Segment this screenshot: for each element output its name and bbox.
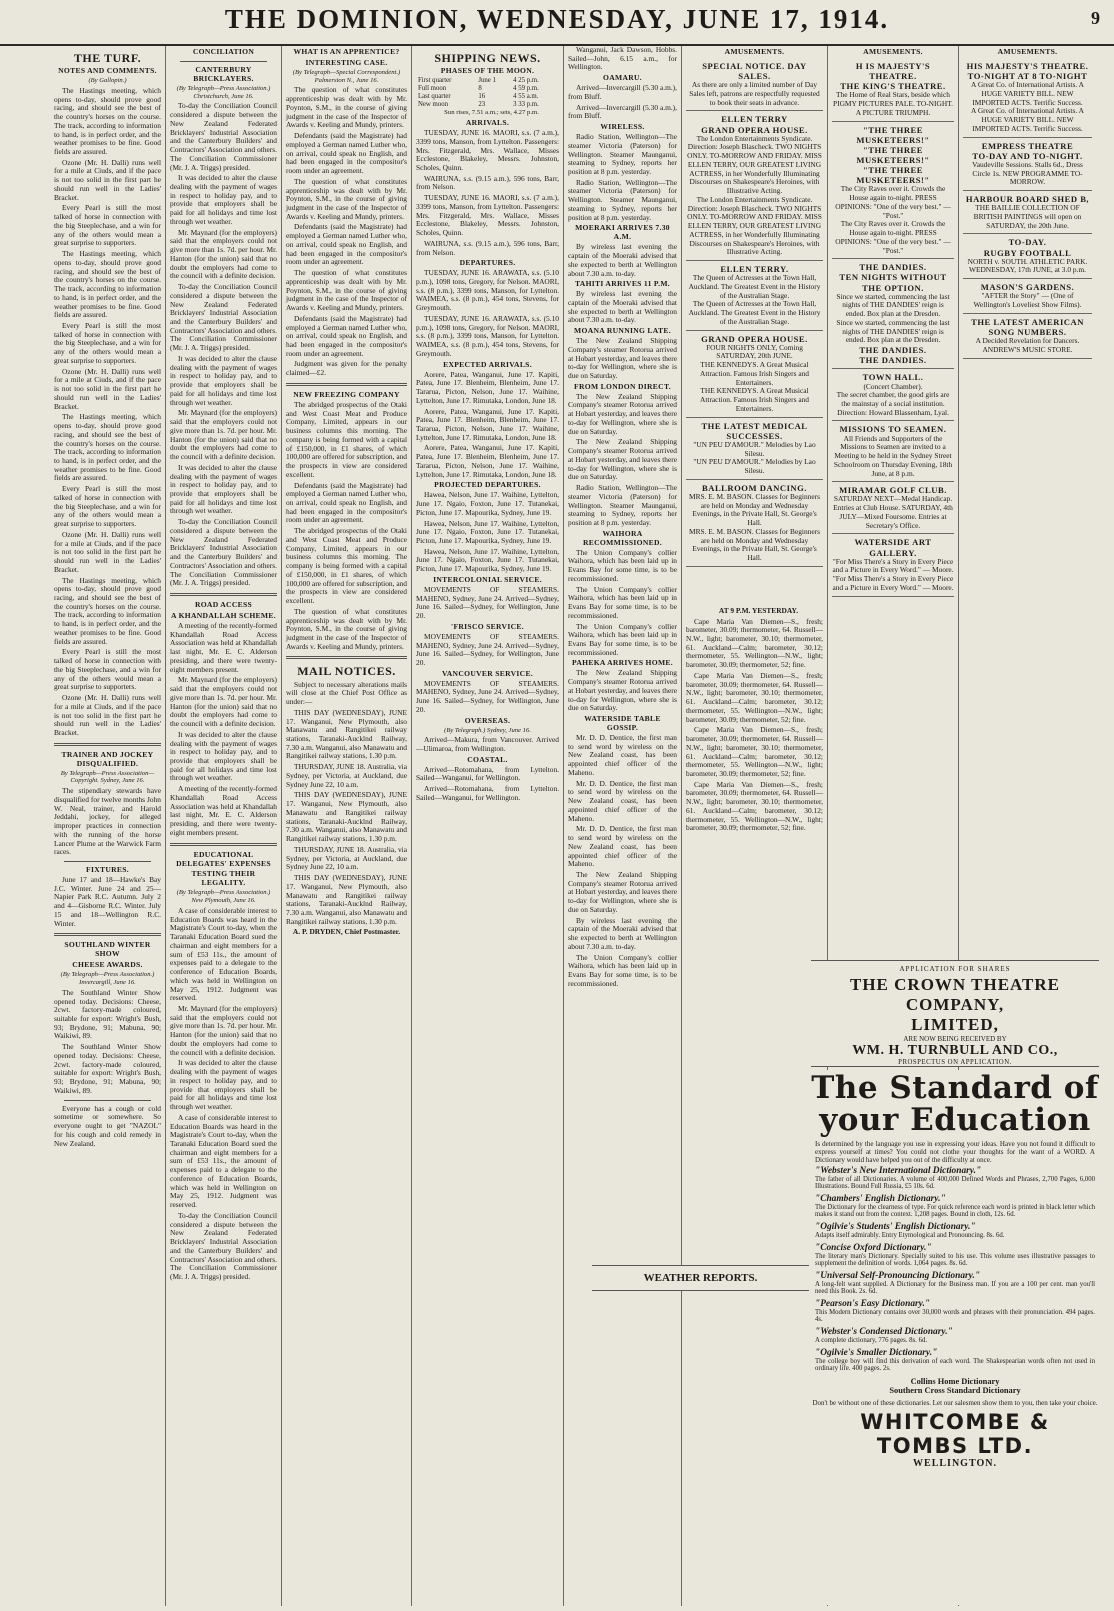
article-paragraph: Everyone has a cough or cold sometime or somewhere. So everyone ought to get "NAZOL" for his cough and cold remedy in New Zealand. — [54, 1103, 161, 1148]
article-paragraph: Defendants (said the Magistrate) had employed a German named Luther who, on arrival, could speak no English, and had been engaged in the compositor's room under an agreement. — [286, 222, 407, 267]
sub-heading: CANTERBURY BRICKLAYERS. — [193, 64, 254, 83]
article-paragraph: The question of what constitutes apprenticeship was dealt with by Mr. Poynton, S.M., in the course of giving judgment in the case of the Inspector of Awards v. Keeling and Mundy, printers. — [286, 268, 407, 313]
list-item: "Chambers' English Dictionary." The Dictionary for the clearness of type. For quick reference each word is printed in black letter which makes it stand out from the context. 1,208 pages. Bound in cloth, 12s. 6d. — [815, 1194, 1095, 1219]
article-paragraph: The New Zealand Shipping Company's steamer Rotorua arrived at Hobart yesterday, and leaves there to-day for Wellington, where she is due on Saturday. — [568, 391, 677, 436]
list-item: "Pearson's Easy Dictionary." This Modern Dictionary contains over 30,000 words and phrases with their pronunciation. 494 pages. 4s. — [815, 1299, 1095, 1324]
divider — [170, 843, 277, 846]
article-paragraph: The abridged prospectus of the Otaki and West Coast Meat and Produce Company, Limited, appears in our business columns this morning. The company is being formed with a capital of £150,000, in £1 shares, of which 100,000 are offered for subscription, and the prospects in view are considered excellent. — [286, 399, 407, 479]
sub-heading: SOUTHLAND WINTER SHOW — [64, 940, 151, 959]
section-heading: AMUSEMENTS. — [863, 47, 923, 56]
sub-heading: 'FRISCO SERVICE. — [451, 621, 524, 631]
article-paragraph: By wireless last evening the captain of the Moeraki advised that she expected to berth at Wellington about 7.30 a.m. to-day. — [568, 289, 677, 325]
article-paragraph: The Southland Winter Show opened today. Decisions: Cheese, 2cwt. factory-made coloured, suitable for export: Wright's Bush, 93; Brydone, 91; Mabuna, 90; Waikiwi, 89. — [54, 1042, 161, 1095]
article-paragraph: WAIRUNA, s.s. (9.15 a.m.), 596 tons, Barr, from Nelson. — [416, 173, 559, 192]
column-turf — [50, 46, 166, 1606]
advertisement: THE LATEST AMERICAN SONG NUMBERS. A Decided Revelation for Dancers. ANDREW'S MUSIC STORE. — [963, 314, 1092, 359]
collins-home: Collins Home Dictionary — [910, 1377, 1000, 1387]
sub-heading: VANCOUVER SERVICE. — [441, 668, 534, 678]
article-paragraph: It was decided to alter the clause dealing with the payment of wages in respect to holiday pay, and to provide that employers shall be paid for all holidays and time lost through wet weather. — [170, 1058, 277, 1112]
article-paragraph: To-day the Conciliation Council considered a dispute between the New Zealand Federated Bricklayers' Industrial Association and the Canterbury Builders' and Contractors' Association and others. The Conciliation Commissioner (Mr. J. A. Triggs) presided. — [170, 1210, 277, 1282]
article-paragraph: A case of considerable interest to Education Boards was heard in the Magistrate's Court to-day, when the Taranaki Education Board sued the chairman and eight members for a sum of £53 11s., the amount of expenses paid to a delegate to the conference of Education Boards, which was held in Wellington on May 25, 1912. Judgment was reserved. — [170, 905, 277, 1003]
byline: By Telegraph—Press Association—Copyright. Sydney, June 16. — [60, 769, 155, 785]
article-paragraph: TUESDAY, JUNE 16. MAORI, s.s. (7 a.m.), 3399 tons, Manson, from Lyttelton. Passengers: Mrs. Fitzgerald, Mrs. Wallace, Misses Ecclestone, Blakeley, Messrs. Johnston, Scholes, Quinn. — [416, 193, 559, 238]
advertisement: TOWN HALL. (Concert Chamber). The secret chamber, the good girls are the mainstay of a social institution. Direction: Howard Blassenham, Lyal. — [832, 369, 954, 421]
article-paragraph: WAIRUNA, s.s. (9.15 a.m.), 596 tons, Barr, from Nelson. — [416, 238, 559, 257]
page-number: 9 — [1091, 8, 1100, 28]
sub-heading: EXPECTED ARRIVALS. — [443, 359, 532, 369]
article-paragraph: Mr. D. D. Dentice, the first man to send word by wireless on the New Zealand coast, has been appointed chief officer of the Maheno. — [568, 824, 677, 869]
advertisement: SPECIAL NOTICE. DAY SALES. As there are only a limited number of Day Sales left, patrons are respectfully requested to book their seats in advance. — [686, 58, 823, 111]
article-paragraph: The Southland Winter Show opened today. Decisions: Cheese, 2cwt. factory-made coloured, suitable for export: Wright's Bush, 93; Brydone, 91; Mabuna, 90; Waikiwi, 89. — [54, 987, 161, 1041]
sub-heading: WAIHORA RECOMMISSIONED. — [583, 528, 662, 547]
weather-report: Cape Maria Van Diemen—S., fresh; barometer, 30.09; thermometer, 64. Russell—N.W., light; barometer, 30.10; thermometer, 61. Auckland—Calm; barometer, 30.12; thermometer, 55. Wellington—N.W., light; barometer, 30.09; thermometer, 52; fine. — [686, 616, 823, 670]
sub-heading: ARRIVALS. — [465, 118, 510, 128]
section-heading: MAIL NOTICES. — [297, 664, 396, 679]
article-paragraph: Ozone (Mr. H. Dalli) runs well for a mile at Ciuds, and if the pace is not too solid in the first part he should run well in the Ladies' Bracket. — [54, 693, 161, 738]
article-paragraph: Every Pearl is still the most talked of horse in connection with the big Steeplechase, and a win for any of the others would mean a great surprise to supporters. — [54, 320, 161, 365]
article-paragraph: THURSDAY, JUNE 18. Australia, via Sydney, per Victoria, at Auckland, due Sydney June 22, 10 a.m. — [286, 762, 407, 789]
article-paragraph: It was decided to alter the clause dealing with the payment of wages in respect to holiday pay, and to provide that employers shall be paid for all holidays and time lost through wet weather. — [170, 729, 277, 783]
ad-city: WELLINGTON. — [913, 1458, 997, 1470]
article-paragraph: The Hastings meeting, which opens to-day, should prove good racing, and should see the best of the country's horses on the course. The track, according to information to hand, is in perfect order, and the weather promises to be fine. Good fields are assured. — [54, 412, 161, 483]
article-paragraph: Hawea, Nelson, June 17. Waihine, Lyttelton, June 17. Ngaio, Foxton, June 17. Tutanekai, Picton, June 17. Mapourika, Sydney, June 19. — [416, 546, 559, 574]
advertisement: ELLEN TERRY. The Queen of Actresses at the Town Hall, Auckland. The Greatest Event in the History of the Australian Stage. The Queen of Actresses at the Town Hall, Auckland. The Greatest Event in the History of the Australian Stage. — [686, 261, 823, 331]
newspaper-title: THE DOMINION, WEDNESDAY, JUNE 17, 1914. — [224, 4, 890, 34]
article-paragraph: Every Pearl is still the most talked of horse in connection with the big Steeplechase, and a win for any of the others would mean a great surprise to supporters. — [54, 203, 161, 248]
divider — [64, 1100, 151, 1101]
list-item: "Universal Self-Pronouncing Dictionary." A long-felt want supplied. A Dictionary for the Business man. If you are a 100 per cent. man you'll need this Book. 2s. 6d. — [815, 1271, 1095, 1296]
table-row: First quarter June 1 4 25 p.m. — [418, 77, 539, 85]
column-shipping — [412, 46, 564, 1606]
article-paragraph: Aorere, Patea, Wanganui, June 17. Kapiti, Patea, June 17. Blenheim, Blenheim, June 17. Tararua, Picton, Nelson, June 17. Waihine, Lyttelton, June 17. Rimutaka, London, June 18. — [416, 369, 559, 405]
article-paragraph: The Union Company's collier Waihora, which has been laid up in Evans Bay for some time, is to be recommissioned. — [568, 584, 677, 620]
sub-heading: PROJECTED DEPARTURES. — [434, 480, 541, 490]
section-heading: AMUSEMENTS. — [997, 47, 1058, 56]
article-paragraph: THIS DAY (WEDNESDAY), JUNE 17. Wanganui, New Plymouth, also Manawatu and Rangitikei railway stations, Taranaki-Aucklnd Railway, 7.30 a.m. Wanganui, also Manawatu and Rangitikei railway stations, 1.30 p.m. — [286, 873, 407, 926]
sub-heading: FROM LONDON DIRECT. — [574, 381, 671, 391]
article-paragraph: The question of what constitutes apprenticeship was dealt with by Mr. Poynton, S.M., in the course of giving judgment in the case of the Inspector of Awards v. Keeling and Mundy, printers. — [286, 85, 407, 130]
article-paragraph: It was decided to alter the clause dealing with the payment of wages in respect to holiday pay, and to provide that employers shall be paid for all holidays and time lost through wet weather. — [170, 353, 277, 407]
ad-intro: Is determined by the language you use in expressing your ideas. Have you not found it difficult to express yourself at times? You could not clothe your thoughts for the want of a WORD. A Dictionary would have helped you out of the difficulty at once. — [815, 1140, 1095, 1165]
article-paragraph: By wireless last evening the captain of the Moeraki advised that she expected to berth at Wellington about 7.30 a.m. to-day. — [568, 242, 677, 278]
article-paragraph: Ozone (Mr. H. Dalli) runs well for a mile at Ciuds, and if the pace is not too solid in the first part he should run well in the Ladies' Bracket. — [54, 366, 161, 411]
list-item: "Concise Oxford Dictionary." The literary man's Dictionary. Specially suited to his use. This volume uses illustrative passages to supplement the definition of words. 1,064 pages. 8s. 6d. — [815, 1243, 1095, 1268]
sub-heading: TAHITI ARRIVES 11 P.M. — [574, 279, 670, 289]
list-item: "Webster's Condensed Dictionary." A complete dictionary, 776 pages. 8s. 6d. — [815, 1327, 953, 1345]
sub-heading: PHASES OF THE MOON. — [440, 66, 535, 76]
byline: (By Telegraph—Press Association.) Invercargill, June 16. — [60, 971, 155, 987]
divider — [286, 383, 407, 386]
section-heading: THE TURF. — [73, 51, 142, 65]
advertisement: MIRAMAR GOLF CLUB. SATURDAY NEXT—Medal Handicap. Entries at Club House. SATURDAY, 4th JULY—Mixed Foursome. Entries at Secretary's Office. — [832, 482, 954, 534]
divider — [54, 933, 161, 936]
article-paragraph: Wanganui, Jack Dawson, Hobbs. Sailed—John, 6.15 a.m., for Wellington. — [568, 46, 677, 72]
section-heading: SHIPPING NEWS. — [434, 51, 541, 65]
advertisement: WATERSIDE ART GALLERY. "For Miss There's a Story in Every Piece and a Picture in Every Word." — Moore. "For Miss There's a Story in Every Piece and a Picture in Every Word." — Moore. — [832, 534, 954, 596]
list-item: "Ogilvie's Students' English Dictionary." Adapts itself admirably. Entry Etymological and Pronouncing. 8s. 6d. — [815, 1222, 1005, 1240]
article-paragraph: The abridged prospectus of the Otaki and West Coast Meat and Produce Company, Limited, appears in our business columns this morning. The company is being formed with a capital of £150,000, in £1 shares, of which 100,000 are offered for subscription, and the prospects in view are considered excellent. — [286, 526, 407, 606]
article-paragraph: June 17 and 18—Hawke's Bay J.C. Winter. June 24 and 25—Napier Park R.C. Autumn. July 2 and 4—Gisborne R.C. Winter. July 15 and 18—Wellington R.C. Winter. — [54, 875, 161, 928]
sub-heading: EDUCATIONAL DELEGATES' EXPENSES — [176, 849, 271, 868]
table-row: New moon 23 3 33 p.m. — [418, 101, 539, 109]
signature: A. P. DRYDEN, Chief Postmaster. — [292, 927, 401, 937]
article-paragraph: Mr. Maynard (for the employers) said that the employers could not give more than 1s. 7d. per hour. Mr. Hanton (for the union) said that no doubt the employers had come to the council with a definite decision. — [170, 675, 277, 729]
article-paragraph: To-day the Conciliation Council considered a dispute between the New Zealand Federated Bricklayers' Industrial Association and the Canterbury Builders' and Contractors' Association and others. The Conciliation Commissioner (Mr. J. A. Triggs) presided. — [170, 282, 277, 353]
article-paragraph: Arrived—Invercargill (5.30 a.m.), from Bluff. — [568, 102, 677, 121]
article-paragraph: A meeting of the recently-formed Khandallah Road Access Association was held at Khandallah last night, Mr. E. C. Alderson presiding, and there were twenty-eight members present. — [170, 620, 277, 674]
sub-heading: TRAINER AND JOCKEY DISQUALIFIED. — [61, 749, 154, 768]
section-heading: AMUSEMENTS. — [724, 47, 785, 56]
article-paragraph: Defendants (said the Magistrate) had employed a German named Luther who, on arrival, could speak no English, and had been engaged in the compositor's room under an agreement. — [286, 480, 407, 525]
article-paragraph: To-day the Conciliation Council considered a dispute between the New Zealand Federated Bricklayers' Industrial Association and the Canterbury Builders' and Contractors' Association and others. The Conciliation Commissioner (Mr. J. A. Triggs) presided. — [170, 517, 277, 588]
column-shipping-cont — [564, 46, 682, 1606]
article-paragraph: Subject to necessary alterations mails will close at the Chief Post Office as under:— — [286, 679, 407, 707]
article-paragraph: A case of considerable interest to Education Boards was heard in the Magistrate's Court to-day, when the Taranaki Education Board sued the chairman and eight members for a sum of £53 11s., the amount of expenses paid to a delegate to the conference of Education Boards, which was held in Wellington on May 25, 1912. Judgment was reserved. — [170, 1112, 277, 1210]
weather-heading: WEATHER REPORTS. — [592, 1265, 809, 1291]
article-paragraph: Mr. Maynard (for the employers) said that the employers could not give more than 1s. 7d. per hour. Mr. Hanton (for the union) said that no doubt the employers had come to the council with a definite decision. — [170, 408, 277, 462]
section-heading: CONCILIATION — [192, 47, 255, 56]
article-paragraph: To-day the Conciliation Council considered a dispute between the New Zealand Federated Bricklayers' Industrial Association and the Canterbury Builders' and Contractors' Association and others. The Conciliation Commissioner (Mr. J. A. Triggs) presided. — [170, 101, 277, 172]
crown-theatre-advertisement: APPLICATION FOR SHARES THE CROWN THEATRE COMPANY, LIMITED, ARE NOW BEING RECEIVED BY WM. H. TURNBULL AND CO., PROSPECTUS ON APPLICATION. — [811, 960, 1099, 1067]
article-paragraph: The stipendiary stewards have disqualified for twelve months John W. Neal, trainer, and Harold Jeddahi, jockey, for alleged improper practices in connection with the running of the horse Lancer Plume at the Warwick Farm races. — [54, 786, 161, 857]
divider — [286, 656, 407, 659]
article-paragraph: Every Pearl is still the most talked of horse in connection with the big Steeplechase, and a win for any of the others would mean a great surprise to supporters. — [54, 647, 161, 692]
list-item: "Ogilvie's Smaller Dictionary." The college boy will find this derivation of each word. The Shakespearian words often not used in ordinary life. 400 pages. 2s. — [815, 1348, 1095, 1373]
article-paragraph: Arrived—Rotomahana, from Lyttelton. Sailed—Wanganui, for Wellington. — [416, 764, 559, 783]
article-paragraph: Radio Station, Wellington—The steamer Victoria (Paterson) for Wellington. Steamer Maunganui, steaming to Sydney, reports her position at 8 p.m. yesterday. — [568, 132, 677, 176]
weather-time: AT 9 P.M. YESTERDAY. — [718, 605, 799, 615]
article-paragraph: The New Zealand Shipping Company's steamer Rotorua arrived at Hobart yesterday, and leaves there to-day for Wellington, where she is due on Saturday. — [568, 336, 677, 381]
sun-times: Sun rises, 7.51 a.m.; sets, 4.27 p.m. — [444, 109, 539, 117]
sub-heading: MOERAKI ARRIVES 7.30 A.M. — [575, 223, 670, 242]
article-paragraph: TUESDAY, JUNE 16. ARAWATA, s.s. (5.10 p.m.), 1098 tons, Gregory, for Nelson. MAORI, s.s. (8 p.m.), 3399 tons, Manson, for Lyttelton. WAIMEA, s.s. (8 p.m.), 454 tons, Stevens, for Greymouth. — [416, 313, 559, 358]
advertisement: BALLROOM DANCING. MRS. E. M. BASON. Classes for Beginners are held on Monday and Wednesday Evenings, in the Private Hall, St. George's Hall. MRS. E. M. BASON. Classes for Beginners are held on Monday and Wednesday Evenings, in the Private Hall, St. George's Hall. — [686, 480, 823, 567]
advertisement: "THE THREE MUSKETEERS!" "THE THREE MUSKETEERS!" "THE THREE MUSKETEERS!" The City Raves over it. Crowds the House again to-night. PRESS OPINIONS: "One of the very best." — "Post." The City Raves over it. Crowds the House again to-night. PRESS OPINIONS: "One of the very best." — "Post." — [832, 122, 954, 260]
advertisement: EMPRESS THEATRE TO-DAY AND TO-NIGHT. Vaudeville Sessions. Stalls 6d., Dress Circle 1s. NEW PROGRAMME TO-MORROW. — [963, 138, 1092, 191]
column-apprentice — [282, 46, 412, 1606]
byline: (By Telegraph—Special Correspondent.) Palmerston N., June 16. — [292, 68, 401, 84]
advertisement: THE LATEST MEDICAL SUCCESSES. "UN PEU D'AMOUR." Melodies by Lao Silesu. "UN PEU D'AMOUR." Melodies by Lao Silesu. — [686, 418, 823, 480]
table-row: Full moon 8 4 59 p.m. — [418, 85, 539, 93]
byline: (By Telegraph.) Sydney, June 16. — [444, 726, 531, 734]
article-paragraph: Aorere, Patea, Wanganui, June 17. Kapiti, Patea, June 17. Blenheim, Blenheim, June 17. Tararua, Picton, Nelson, June 17. Waihine, Lyttelton, June 17. Rimutaka, London, June 18. — [416, 406, 559, 442]
article-paragraph: By wireless last evening the captain of the Moeraki advised that she expected to berth at Wellington about 7.30 a.m. to-day. — [568, 915, 677, 951]
table-row: Last quarter 16 4 55 a.m. — [418, 93, 539, 101]
article-paragraph: The Hastings meeting, which opens to-day, should prove good racing, and should see the best of the country's horses on the course. The track, according to information to hand, is in perfect order, and the weather promises to be fine. Good fields are assured. — [54, 85, 161, 157]
article-paragraph: THURSDAY, JUNE 18. Australia, via Sydney, per Victoria, at Auckland, due Sydney June 22, 10 a.m. — [286, 844, 407, 872]
article-paragraph: The Union Company's collier Waihora, which has been laid up in Evans Bay for some time, is to be recommissioned. — [568, 952, 677, 988]
article-paragraph: Arrived—Makura, from Vancouver. Arrived—Ulimaroa, from Wellington. — [416, 735, 559, 754]
article-paragraph: THIS DAY (WEDNESDAY), JUNE 17. Wanganui, New Plymouth, also Manawatu and Rangitikei railway stations, Taranaki-Aucklnd Railway, 7.30 a.m. Wanganui, also Manawatu and Rangitikei railway stations, 1.30 p.m. — [286, 790, 407, 844]
article-paragraph: TUESDAY, JUNE 16. MAORI, s.s. (7 a.m.), 3399 tons, Manson, from Lyttelton. Passengers: Mrs. Fitzgerald, Mrs. Wallace, Misses Ecclestone, Blakeley, Messrs. Johnston, Scholes, Quinn. — [416, 128, 559, 172]
sub-heading: INTERESTING CASE. — [305, 57, 388, 67]
sub-heading: OAMARU. — [602, 73, 642, 83]
advertisement: HARBOUR BOARD SHED B, THE BAILLIE COLLECTION OF BRITISH PAINTINGS will open on SATURDAY, the 20th June. — [963, 191, 1092, 234]
article-paragraph: Defendants (said the Magistrate) had employed a German named Luther who, on arrival, could speak no English, and had been engaged in the compositor's room under an agreement. — [286, 131, 407, 176]
sub-heading: COASTAL. — [467, 754, 508, 764]
sub-heading: NOTES AND COMMENTS. — [58, 66, 157, 76]
list-item: "Webster's New International Dictionary." The father of all Dictionaries. A volume of 400,000 Defined Words and Phrases, 2,700 Pages, 6,000 Illustrations. Bound Full Russia, £5 10s. 6d. — [815, 1166, 1095, 1191]
article-paragraph: Every Pearl is still the most talked of horse in connection with the big Steeplechase, and a win for any of the others would mean a great surprise to supporters. — [54, 484, 161, 529]
article-paragraph: Judgment was given for the penalty claimed—£2. — [286, 359, 407, 378]
masthead — [0, 0, 1114, 46]
article-paragraph: Arrived—Invercargill (5.30 a.m.), from Bluff. — [568, 83, 677, 101]
advertisement: TO-DAY. RUGBY FOOTBALL NORTH v. SOUTH. ATHLETIC PARK. WEDNESDAY, 17th JUNE, at 3.0 p.m. — [963, 234, 1092, 279]
moon-phase-table — [416, 77, 559, 109]
article-paragraph: The question of what constitutes apprenticeship was dealt with by Mr. Poynton, S.M., in the course of giving judgment in the case of the Inspector of Awards v. Keeling and Mundy, printers. — [286, 176, 407, 221]
article-paragraph: TUESDAY, JUNE 16. ARAWATA, s.s. (5.10 p.m.), 1098 tons, Gregory, for Nelson. MAORI, s.s. (8 p.m.), 3399 tons, Manson, for Lyttelton. WAIMEA, s.s. (8 p.m.), 454 tons, Stevens, for Greymouth. — [416, 268, 559, 313]
sub-heading: ROAD ACCESS — [194, 600, 253, 610]
column-amusements-1 — [682, 46, 828, 1606]
weather-report: Cape Maria Van Diemen—S., fresh; barometer, 30.09; thermometer, 64. Russell—N.W., light; barometer, 30.10; thermometer, 61. Auckland—Calm; barometer, 30.12; thermometer, 55. Wellington—N.W., light; barometer, 30.09; thermometer, 52; fine. — [686, 725, 823, 779]
article-paragraph: Hawea, Nelson, June 17. Waihine, Lyttelton, June 17. Ngaio, Foxton, June 17. Tutanekai, Picton, June 17. Mapourika, Sydney, June 19. — [416, 490, 559, 517]
article-paragraph: A meeting of the recently-formed Khandallah Road Access Association was held at Khandallah last night, Mr. E. C. Alderson presiding, and there were twenty-eight members present. — [170, 784, 277, 837]
byline: (By Telegraph—Press Association.) Christchurch, June 16. — [176, 84, 271, 100]
advertisement: GRAND OPERA HOUSE. FOUR NIGHTS ONLY, Coming SATURDAY, 20th JUNE. THE KENNEDYS. A Great Musical Attraction. Famous Irish Singers and Entertainers. THE KENNEDYS. A Great Musical Attraction. Famous Irish Singers and Entertainers. — [686, 331, 823, 418]
article-paragraph: The Hastings meeting, which opens to-day, should prove good racing, and should see the best of the country's horses on the course. The track, according to information to hand, is in perfect order, and the weather promises to be fine. Good fields are assured. — [54, 575, 161, 646]
article-paragraph: The Hastings meeting, which opens to-day, should prove good racing, and should see the best of the country's horses on the course. The track, according to information to hand, is in perfect order, and the weather promises to be fine. Good fields are assured. — [54, 249, 161, 320]
advertisement: MISSIONS TO SEAMEN. All Friends and Supporters of the Missions to Seamen are invited to a Meeting to be held in the Sydney Street Schoolroom on Thursday Evening, 18th June, at 8 p.m. — [832, 421, 954, 482]
article-paragraph: Mr. Maynard (for the employers) said that the employers could not give more than 1s. 7d. per hour. Mr. Hanton (for the union) said that no doubt the employers had come to the council with a definite decision. — [170, 227, 277, 281]
article-paragraph: Radio Station, Wellington—The steamer Victoria (Paterson) for Wellington. Steamer Maunganui, steaming to Sydney, reports her position at 8 p.m. yesterday. — [568, 177, 677, 222]
weather-report: Cape Maria Van Diemen—S., fresh; barometer, 30.09; thermometer, 64. Russell—N.W., light; barometer, 30.10; thermometer, 61. Auckland—Calm; barometer, 30.12; thermometer, 55. Wellington—N.W., light; barometer, 30.09; thermometer, 52; fine. — [686, 670, 823, 724]
sub-heading: INTERCOLONIAL SERVICE. — [433, 574, 542, 584]
weather-report: Cape Maria Van Diemen—S., fresh; barometer, 30.09; thermometer, 64. Russell—N.W., light; barometer, 30.10; thermometer, 61. Auckland—Calm; barometer, 30.12; thermometer, 55. Wellington—N.W., light; barometer, 30.09; thermometer, 52; fine. — [686, 779, 823, 833]
advertisement: MASON'S GARDENS. "AFTER the Story" — (One of Wellington's Loveliest Show Films). — [963, 279, 1092, 314]
ad-fine-print: Don't be without one of these dictionaries. Let our salesmen show them to you, then take your choice. — [812, 1399, 1098, 1408]
sub-heading: WATERSIDE TABLE GOSSIP. — [584, 714, 661, 733]
article-paragraph: MOVEMENTS OF STEAMERS. MAHENO, Sydney, June 24. Arrived—Sydney, June 16. Sailed—Sydney, for Wellington, June 20. — [416, 584, 559, 621]
divider — [180, 61, 267, 62]
article-paragraph: Defendants (said the Magistrate) had employed a German named Luther who, on arrival, could speak no English, and had been engaged in the compositor's room under an agreement. — [286, 313, 407, 358]
sub-heading: OVERSEAS. — [464, 715, 511, 725]
article-paragraph: Aorere, Patea, Wanganui, June 17. Kapiti, Patea, June 17. Blenheim, Blenheim, June 17. Tararua, Picton, Nelson, June 17. Waihine, Lyttelton, June 17. Rimutaka, London, June 18. — [416, 443, 559, 479]
article-paragraph: Mr. Maynard (for the employers) said that the employers could not give more than 1s. 7d. per hour. Mr. Hanton (for the union) said that no doubt the employers had come to the council with a definite decision. — [170, 1004, 277, 1057]
article-paragraph: The question of what constitutes apprenticeship was dealt with by Mr. Poynton, S.M., in the course of giving judgment in the case of the Inspector of Awards v. Keeling and Mundy, printers. — [286, 606, 407, 651]
article-paragraph: Ozone (Mr. H. Dalli) runs well for a mile at Ciuds, and if the pace is not too solid in the first part he should run well in the Ladies' Bracket. — [54, 157, 161, 202]
sub-heading: MOANA RUNNING LATE. — [574, 326, 671, 336]
divider — [170, 593, 277, 596]
article-paragraph: The Union Company's collier Waihora, which has been laid up in Evans Bay for some time, is to be recommissioned. — [568, 547, 677, 583]
sub-heading: FIXTURES. — [86, 865, 129, 875]
ad-headline: The Standard of your Education — [811, 1070, 1099, 1138]
advertisement: HIS MAJESTY'S THEATRE. TO-NIGHT AT 8 TO-NIGHT A Great Co. of International Artists. A HUGE VARIETY BILL. NEW IMPORTED ACTS. Terrific Success. A Great Co. of International Artists. A HUGE VARIETY BILL. NEW IMPORTED ACTS. Terrific Success. — [963, 58, 1092, 138]
advertisement: THE DANDIES. TEN NIGHTS WITHOUT THE OPTION. Since we started, commencing the last nights of THE DANDIES' reign is ended. Box plan at the Dresden. Since we started, commencing the last nights of THE DANDIES' reign is ended. Box plan at the Dresden. THE DANDIES. THE DANDIES. — [832, 259, 954, 369]
article-paragraph: THIS DAY (WEDNESDAY), JUNE 17. Wanganui, New Plymouth, also Manawatu and Rangitikei railway stations, Taranaki-Aucklnd Railway, 7.30 a.m. Wanganui, also Manawatu and Rangitikei railway stations, 1.30 p.m. — [286, 707, 407, 761]
collins-southern-cross: Southern Cross Standard Dictionary — [889, 1386, 1021, 1396]
sub-heading: DEPARTURES. — [459, 258, 516, 268]
article-paragraph: MOVEMENTS OF STEAMERS. MAHENO, Sydney, June 24. Arrived—Sydney, June 16. Sailed—Sydney, for Wellington, June 20. — [416, 631, 559, 667]
sub-heading: CHEESE AWARDS. — [72, 960, 143, 970]
article-paragraph: Radio Station, Wellington—The steamer Victoria (Paterson) for Wellington. Steamer Maunganui, steaming to Sydney, reports her position at 8 p.m. yesterday. — [568, 483, 677, 527]
article-paragraph: Mr. D. D. Dentice, the first man to send word by wireless on the New Zealand coast, has been appointed chief officer of the Maheno. — [568, 778, 677, 823]
sub-heading: A KHANDALLAH SCHEME. — [171, 611, 276, 620]
dictionary-advertisement — [811, 1070, 1099, 1605]
byline: (By Gallopin.) — [88, 77, 127, 85]
byline: (By Telegraph—Press Association.) New Plymouth, June 16. — [176, 889, 271, 905]
sub-heading: WIRELESS. — [600, 122, 645, 132]
spacer — [686, 567, 823, 607]
column-conciliation — [166, 46, 282, 1606]
article-paragraph: Mr. D. D. Dentice, the first man to send word by wireless on the New Zealand coast, has been appointed chief officer of the Maheno. — [568, 732, 677, 777]
divider — [54, 743, 161, 746]
divider — [64, 861, 151, 862]
article-paragraph: Arrived—Rotomahana, from Lyttelton. Sailed—Wanganui, for Wellington. — [416, 784, 559, 802]
article-paragraph: Hawea, Nelson, June 17. Waihine, Lyttelton, June 17. Ngaio, Foxton, June 17. Tutanekai, Picton, June 17. Mapourika, Sydney, June 19. — [416, 518, 559, 545]
sub-heading: PAHEKA ARRIVES HOME. — [571, 658, 673, 668]
whitcombe-tombs-logo: WHITCOMBE & TOMBS LTD. — [860, 1410, 1050, 1459]
advertisement: ELLEN TERRY GRAND OPERA HOUSE. The London Entertainments Syndicate. Direction: Joseph Blascheck. TWO NIGHTS ONLY. TO-MORROW AND FRIDAY. MISS ELLEN TERRY, OUR GREATEST LIVING ACTRESS, in her Wonderfully Illuminating Discourses on Shakespeare's Heroines, with Illustrative Acting. The London Entertainments Syndicate. Direction: Joseph Blascheck. TWO NIGHTS ONLY. TO-MORROW AND FRIDAY. MISS ELLEN TERRY, OUR GREATEST LIVING ACTRESS, in her Wonderfully Illuminating Discourses on Shakespeare's Heroines, with Illustrative Acting. — [686, 111, 823, 261]
article-paragraph: Ozone (Mr. H. Dalli) runs well for a mile at Ciuds, and if the pace is not too solid in the first part he should run well in the Ladies' Bracket. — [54, 529, 161, 574]
article-paragraph: The New Zealand Shipping Company's steamer Rotorua arrived at Hobart yesterday, and leaves there to-day for Wellington, where she is due on Saturday. — [568, 869, 677, 914]
article-paragraph: MOVEMENTS OF STEAMERS. MAHENO, Sydney, June 24. Arrived—Sydney, June 16. Sailed—Sydney, for Wellington, June 20. — [416, 678, 559, 714]
article-paragraph: The New Zealand Shipping Company's steamer Rotorua arrived at Hobart yesterday, and leaves there to-day for Wellington, where she is due on Saturday. — [568, 437, 677, 482]
article-paragraph: It was decided to alter the clause dealing with the payment of wages in respect to holiday pay, and to provide that employers shall be paid for all holidays and time lost through wet weather. — [170, 173, 277, 226]
sub-heading: NEW FREEZING COMPANY — [293, 389, 400, 399]
sub-heading: TESTING THEIR LEGALITY. — [191, 869, 256, 888]
article-paragraph: It was decided to alter the clause dealing with the payment of wages in respect to holiday pay, and to provide that employers shall be paid for all holidays and time lost through wet weather. — [170, 462, 277, 516]
advertisement: H IS MAJESTY'S THEATRE. THE KING'S THEATRE. The Home of Real Stars, beside which PIGMY PICTURES PALE. TO-NIGHT. A PICTURE TRIUMPH. — [832, 58, 954, 122]
article-paragraph: The New Zealand Shipping Company's steamer Rotorua arrived at Hobart yesterday, and leaves there to-day for Wellington, where she is due on Saturday. — [568, 668, 677, 713]
article-paragraph: The Union Company's collier Waihora, which has been laid up in Evans Bay for some time, is to be recommissioned. — [568, 621, 677, 657]
section-heading: WHAT IS AN APPRENTICE? — [293, 47, 400, 56]
